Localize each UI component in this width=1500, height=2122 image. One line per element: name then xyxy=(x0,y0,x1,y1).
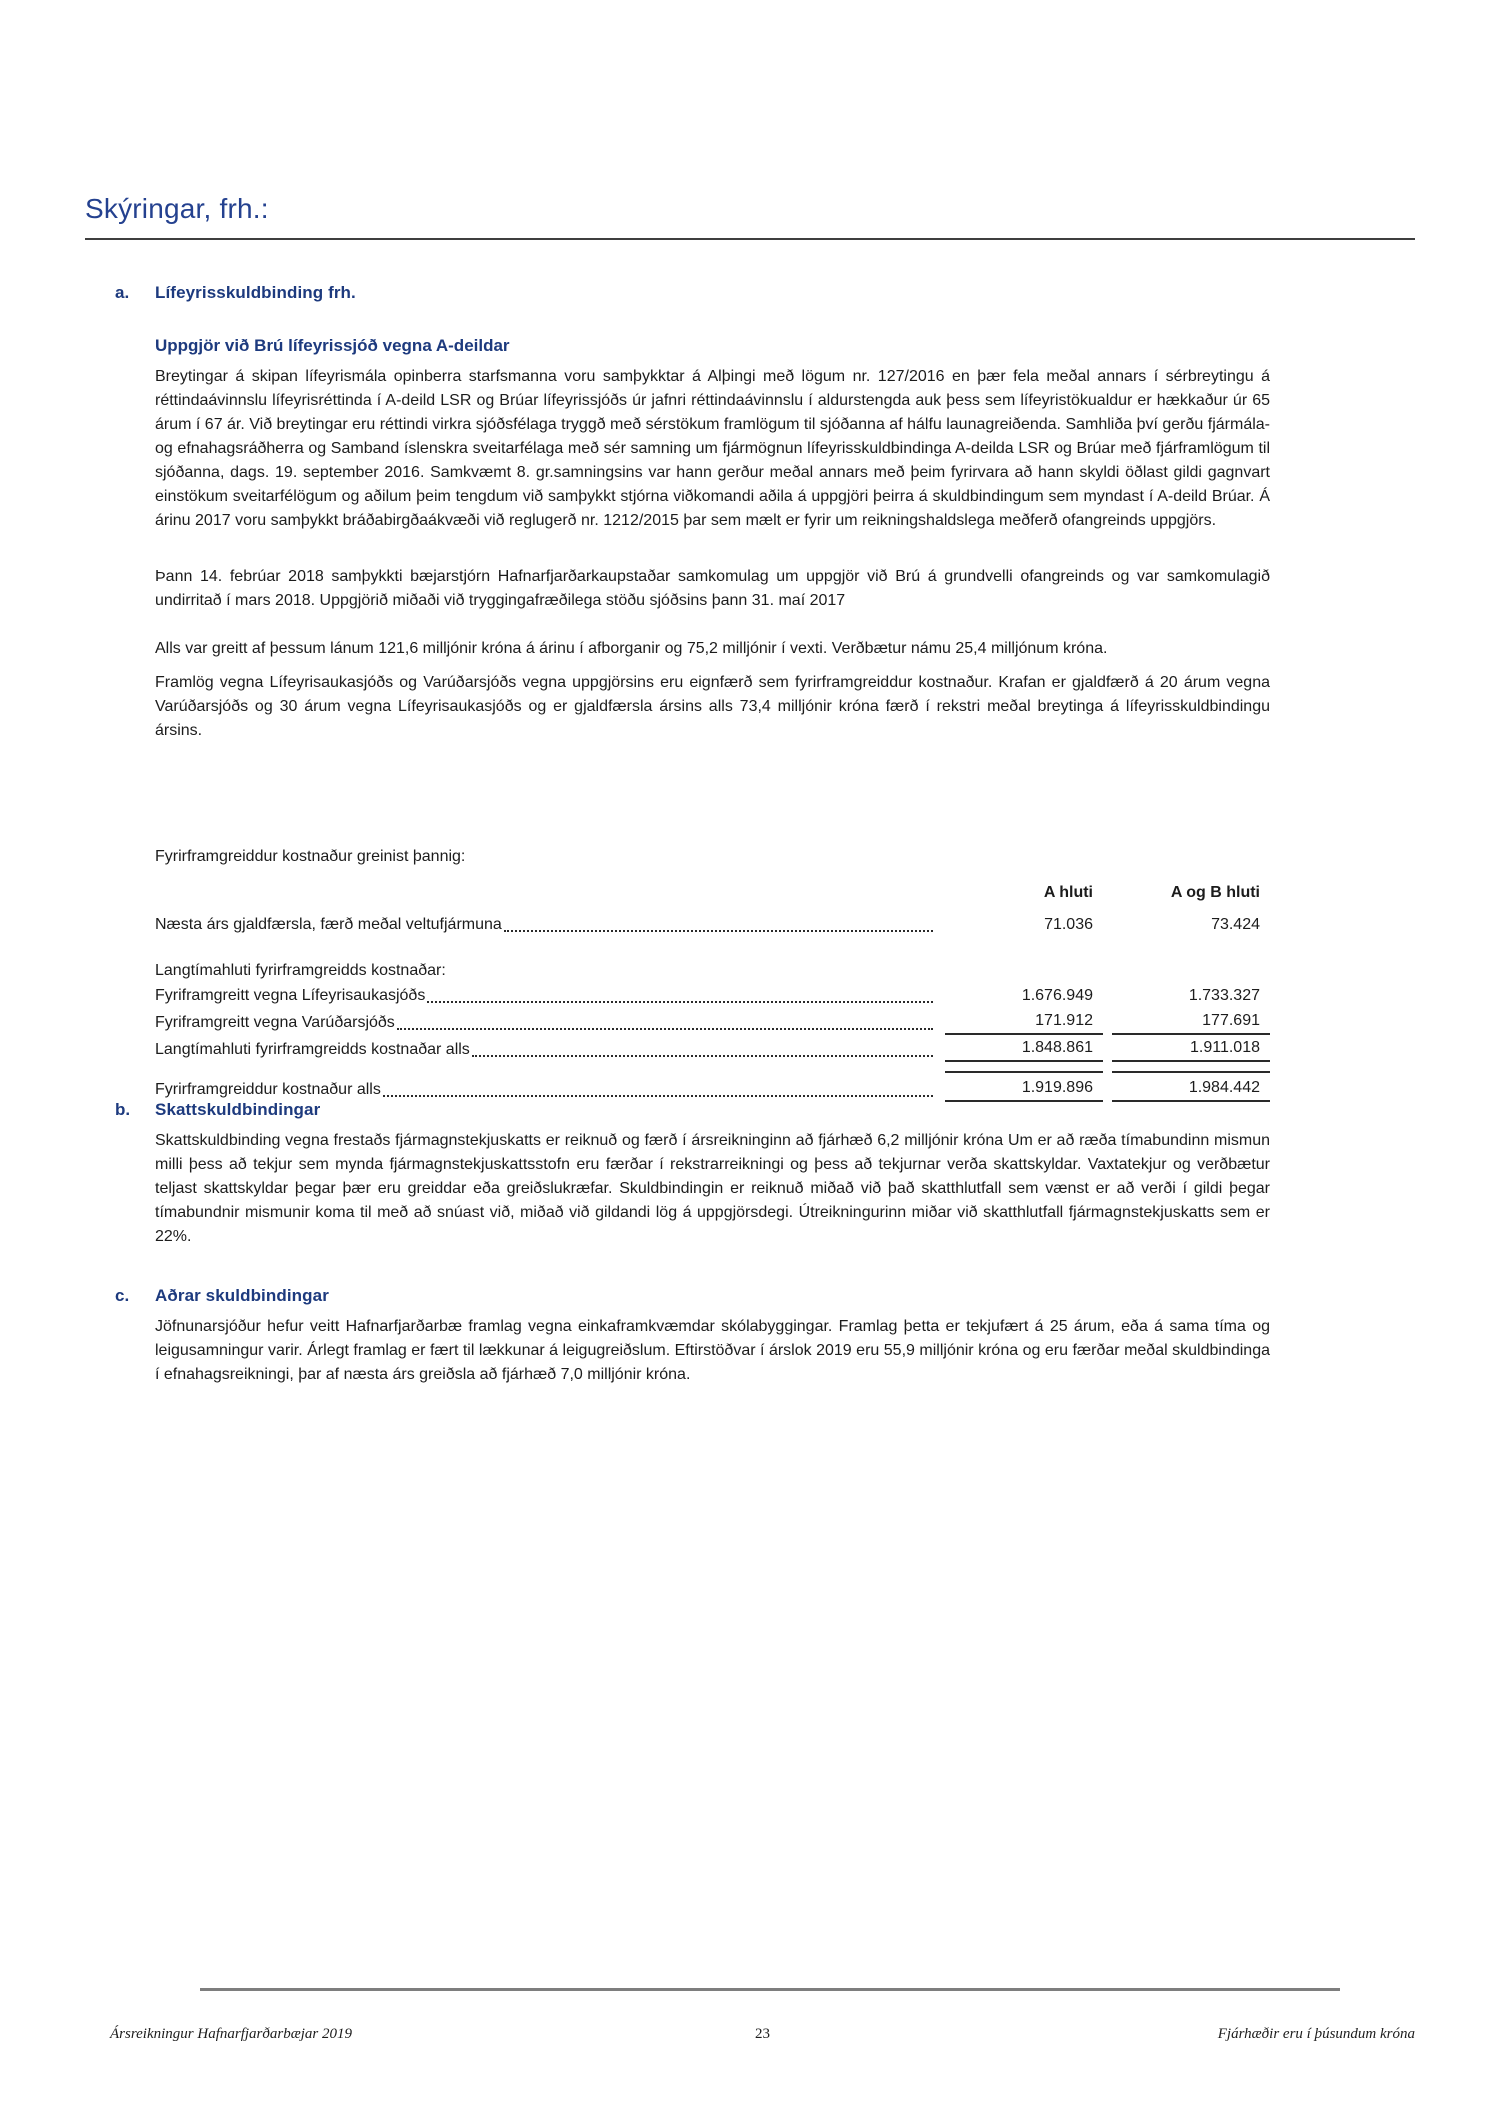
prepaid-cost-table xyxy=(155,845,1270,1102)
section-c-other-liabilities xyxy=(0,1286,1500,1387)
section-a-paragraph-2: Þann 14. febrúar 2018 samþykkti bæjarstjórn Hafnarfjarðarkaupstaðar samkomulag um uppgjör við Brú á grundvelli ofangreinds og var samkomulagið undirritað í mars 2018. Uppgjörið miðaði við tryggingafræðilega stöðu sjóðsins þann 31. maí 2017 xyxy=(155,568,1270,609)
table-intro: Fyrirframgreiddur kostnaður greinist þannig: xyxy=(155,848,466,865)
table-total-row xyxy=(155,1071,1270,1102)
dot-leader xyxy=(472,1055,933,1057)
page-footer xyxy=(110,2026,1415,2043)
section-c-paragraph-1: Jöfnunarsjóður hefur veitt Hafnarfjarðarbæ framlag vegna einkaframkvæmdar skólabyggingar. Framlag þetta er tekjufært á 25 árum, eða á sama tíma og leigusamningur varir. Árlegt framlag er fært til lækkunar á leigugreiðslum. Eftirstöðvar í árslok 2019 eru 55,9 milljónir króna og eru færðar meðal skuldbindinga í efnahagsreikningi, þar af næsta árs greiðsla að fjárhæð 7,0 milljónir króna. xyxy=(155,1318,1270,1383)
title-underline xyxy=(85,238,1415,240)
value-a-og-b-hluti: 1.733.327 xyxy=(1188,987,1260,1004)
section-a-paragraph-4: Framlög vegna Lífeyrisaukasjóðs og Varúðarsjóðs vegna uppgjörsins eru eignfærð sem fyrirframgreiddur kostnaður. Krafan er gjaldfærð á 20 árum vegna Varúðarsjóðs og 30 árum vegna Lífeyrisaukasjóðs og er gjaldfærsla ársins alls 73,4 milljónir króna færð í rekstri meðal breytinga á lífeyrisskuldbindingu ársins. xyxy=(155,674,1270,739)
section-a-body xyxy=(155,283,1270,743)
row-label: Næsta árs gjaldfærsla, færð meðal veltufjármuna xyxy=(155,916,502,933)
value-a-hluti: 1.676.949 xyxy=(1021,987,1093,1004)
section-c-heading: Aðrar skuldbindingar xyxy=(155,1286,329,1305)
row-label: Fyriframgreitt vegna Varúðarsjóðs xyxy=(155,1014,395,1031)
footer-rule xyxy=(200,1988,1340,1991)
section-b-tax-liabilities xyxy=(0,1100,1500,1249)
dot-leader xyxy=(383,1095,933,1097)
section-b-letter: b. xyxy=(115,1100,131,1119)
group-label: Langtímahluti fyrirframgreidds kostnaðar: xyxy=(155,962,446,979)
column-header-a-og-b-hluti: A og B hluti xyxy=(1170,884,1260,901)
column-header-a-hluti: A hluti xyxy=(1043,884,1093,901)
value-a-hluti: 171.912 xyxy=(945,1008,1103,1035)
value-a-og-b-hluti: 73.424 xyxy=(1211,916,1260,933)
row-label: Langtímahluti fyrirframgreidds kostnaðar alls xyxy=(155,1041,470,1058)
value-a-og-b-hluti: 177.691 xyxy=(1112,1008,1270,1035)
section-a-subheading: Uppgjör við Brú lífeyrissjóð vegna A-deildar xyxy=(155,336,510,355)
section-b-body xyxy=(155,1100,1270,1249)
table-row xyxy=(155,983,1270,1008)
footer-currency-note: Fjárhæðir eru í þúsundum króna xyxy=(1217,2026,1415,2042)
table-row xyxy=(155,1008,1270,1035)
row-label: Fyrirframgreiddur kostnaður alls xyxy=(155,1081,381,1098)
value-a-hluti: 1.848.861 xyxy=(945,1035,1103,1062)
value-a-og-b-hluti: 1.911.018 xyxy=(1112,1035,1270,1062)
page-number: 23 xyxy=(755,2026,770,2042)
section-c-body xyxy=(155,1286,1270,1387)
dot-leader xyxy=(397,1028,933,1030)
section-a-paragraph-1: Breytingar á skipan lífeyrismála opinberra starfsmanna voru samþykktar á Alþingi með lögum nr. 127/2016 en þær fela meðal annars í sérbreytingu á réttindaávinnslu lífeyrisréttinda í A-deild LSR og Brúar lífeyrissjóðs úr jafnri réttindaávinnslu í aldurstengda auk þess sem lífeyristökualdur er hækkaður úr 65 árum í 67 ár. Við breytingar eru réttindi virkra sjóðsfélaga tryggð með sérstökum framlögum til sjóðanna af hálfu launagreiðenda. Samhliða því gerðu fjármála- og efnahagsráðherra og Samband íslenskra sveitarfélaga með sér samning um fjármögnun lífeyrisskuldbindinga A-deilda LSR og Brúar með fjárframlögum til sjóðanna, dags. 19. september 2016. Samkvæmt 8. gr.samningsins var hann gerður meðal annars með þeim fyrirvara að hann skyldi öðlast gildi gagnvart einstökum sveitarfélögum og aðilum þeim tengdum við samþykkt stjórna viðkomandi aðila á uppgjöri þeirra á skuldbindingum sem myndast í A-deild Brúar. Á árinu 2017 voru samþykkt bráðabirgðaákvæði við reglugerð nr. 1212/2015 þar sem mælt er fyrir um reikningshaldslega meðferð ofangreinds uppgjörs. xyxy=(155,368,1270,529)
value-a-hluti: 71.036 xyxy=(1044,916,1093,933)
section-a-pension-liability xyxy=(0,283,1500,743)
dot-leader xyxy=(504,930,933,932)
section-b-paragraph-1: Skattskuldbinding vegna frestaðs fjármagnstekjuskatts er reiknuð og færð í ársreikninginn að fjárhæð 6,2 milljónir króna Um er að ræða tímabundinn mismun milli þess að tekjur sem mynda fjármagnstekjuskattsstofn eru færðar í rekstrarreikningi og þess að tekjurnar verða skattskyldar. Vaxtatekjur og verðbætur teljast skattskyldar þegar þær eru greiddar eða greiðslukræfar. Skuldbindingin er reiknuð miðað við það skatthlutfall sem vænst er að verði í gildi þegar tímabundnir mismunir koma til með að snúast við, miðað við gildandi lög á uppgjörsdegi. Útreikningurinn miðar við skatthlutfall fjármagnstekjuskatts sem er 22%. xyxy=(155,1132,1270,1245)
footer-report-name: Ársreikningur Hafnarfjarðarbæjar 2019 xyxy=(110,2026,352,2042)
value-a-hluti: 1.919.896 xyxy=(945,1071,1103,1102)
section-b-heading: Skattskuldbindingar xyxy=(155,1100,321,1119)
section-a-heading: Lífeyrisskuldbinding frh. xyxy=(155,283,356,302)
section-a-letter: a. xyxy=(115,283,130,302)
table-subtotal-row xyxy=(155,1035,1270,1062)
table-group-row xyxy=(155,958,1270,983)
dot-leader xyxy=(427,1001,933,1003)
table-row xyxy=(155,912,1270,937)
row-label: Fyriframgreitt vegna Lífeyrisaukasjóðs xyxy=(155,987,426,1004)
page-title: Skýringar, frh.: xyxy=(85,193,269,224)
section-a-paragraph-3: Alls var greitt af þessum lánum 121,6 milljónir króna á árinu í afborganir og 75,2 milljónir í vexti. Verðbætur námu 25,4 milljónum króna. xyxy=(155,640,1108,657)
section-c-letter: c. xyxy=(115,1286,130,1305)
value-a-og-b-hluti: 1.984.442 xyxy=(1112,1071,1270,1102)
table-header-row xyxy=(155,880,1270,905)
